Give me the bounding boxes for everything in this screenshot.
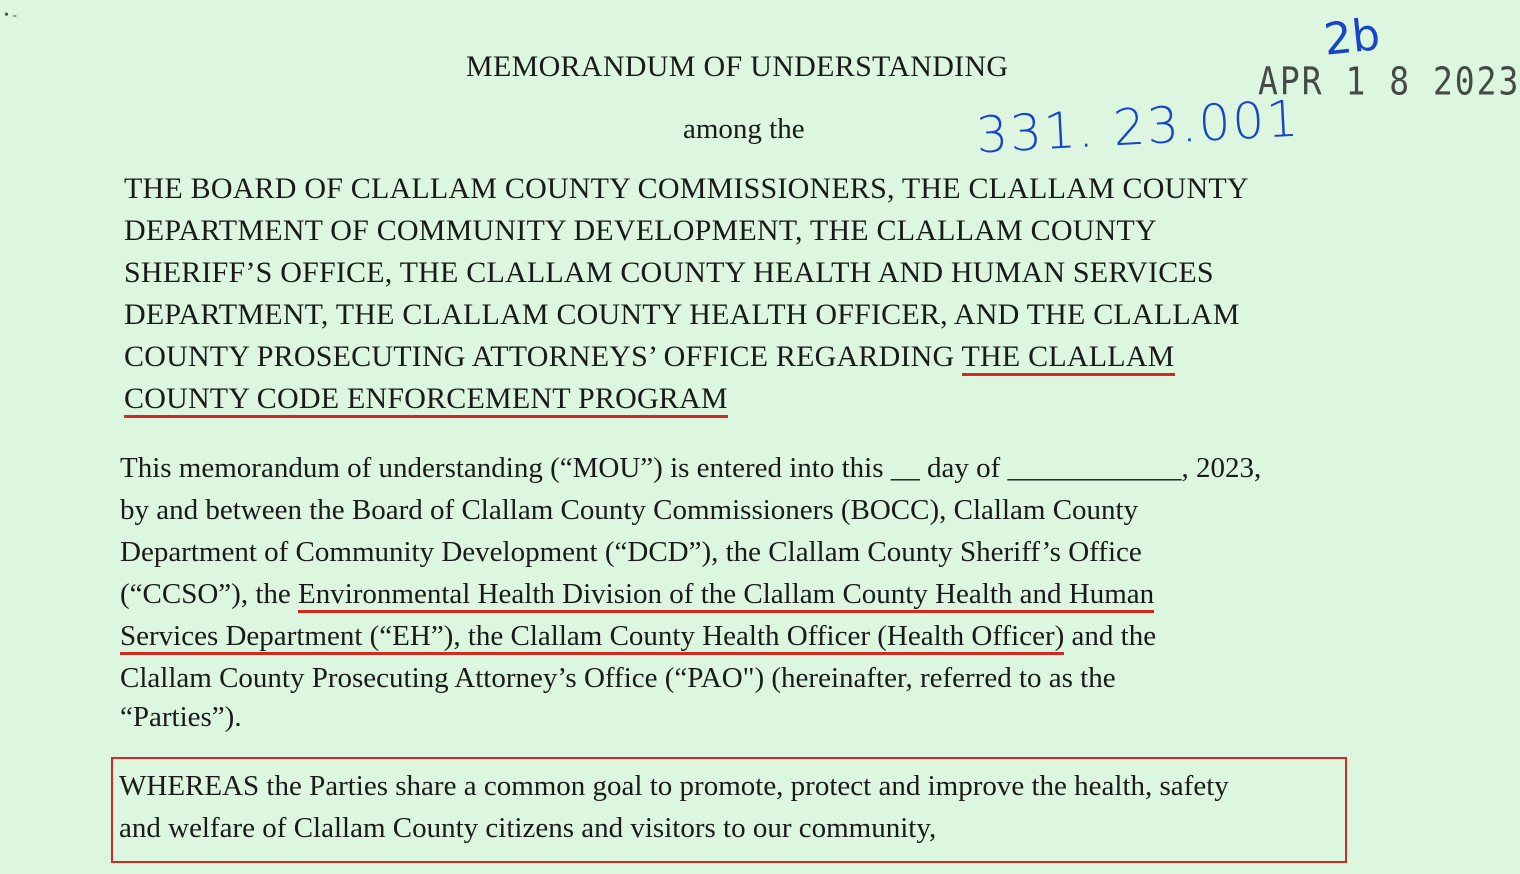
paragraph-line: Department of Community Development (“DCD”), the Clallam County Sheriff’s Office — [120, 536, 1142, 568]
handwritten-file-number: 331. 23.001 — [974, 89, 1302, 165]
whereas-line: and welfare of Clallam County citizens and visitors to our community, — [119, 812, 937, 844]
paragraph-text: (“CCSO”), the — [120, 578, 298, 610]
paragraph-line: by and between the Board of Clallam County Commissioners (BOCC), Clallam County — [120, 494, 1139, 526]
heading-line: DEPARTMENT, THE CLALLAM COUNTY HEALTH OFFICER, AND THE CLALLAM — [124, 298, 1240, 331]
heading-underlined-text: THE CLALLAM — [962, 340, 1175, 376]
handwritten-note: 2b — [1321, 9, 1383, 66]
date-received-stamp: APR 1 8 2023 — [1258, 59, 1520, 104]
heading-line — [124, 340, 1175, 374]
scan-speck: • - — [4, 8, 18, 23]
paragraph-line: “Parties”). — [120, 701, 242, 733]
heading-text: COUNTY PROSECUTING ATTORNEYS’ OFFICE REGARDING — [124, 340, 962, 373]
paragraph-underlined-text: Services Department (“EH”), the Clallam County Health Officer (Health Officer) — [120, 620, 1064, 655]
paragraph-line: This memorandum of understanding (“MOU”) is entered into this __ day of ____________, 2023, — [120, 452, 1262, 484]
paragraph-line: Clallam County Prosecuting Attorney’s Office (“PAO") (hereinafter, referred to as the — [120, 662, 1116, 694]
heading-line: SHERIFF’S OFFICE, THE CLALLAM COUNTY HEALTH AND HUMAN SERVICES — [124, 256, 1214, 289]
heading-line: THE BOARD OF CLALLAM COUNTY COMMISSIONERS, THE CLALLAM COUNTY — [124, 172, 1249, 205]
paragraph-underlined-text: Environmental Health Division of the Clallam County Health and Human — [298, 578, 1154, 613]
heading-line: DEPARTMENT OF COMMUNITY DEVELOPMENT, THE CLALLAM COUNTY — [124, 214, 1157, 247]
heading-underlined-text: COUNTY CODE ENFORCEMENT PROGRAM — [124, 382, 728, 418]
whereas-line: WHEREAS the Parties share a common goal to promote, protect and improve the health, safety — [119, 770, 1229, 802]
paragraph-line — [120, 578, 1154, 611]
document-title: MEMORANDUM OF UNDERSTANDING — [466, 50, 1009, 83]
heading-line — [124, 382, 728, 416]
among-the-label: among the — [683, 113, 805, 145]
paragraph-line — [120, 620, 1156, 653]
paragraph-text: and the — [1064, 620, 1157, 652]
